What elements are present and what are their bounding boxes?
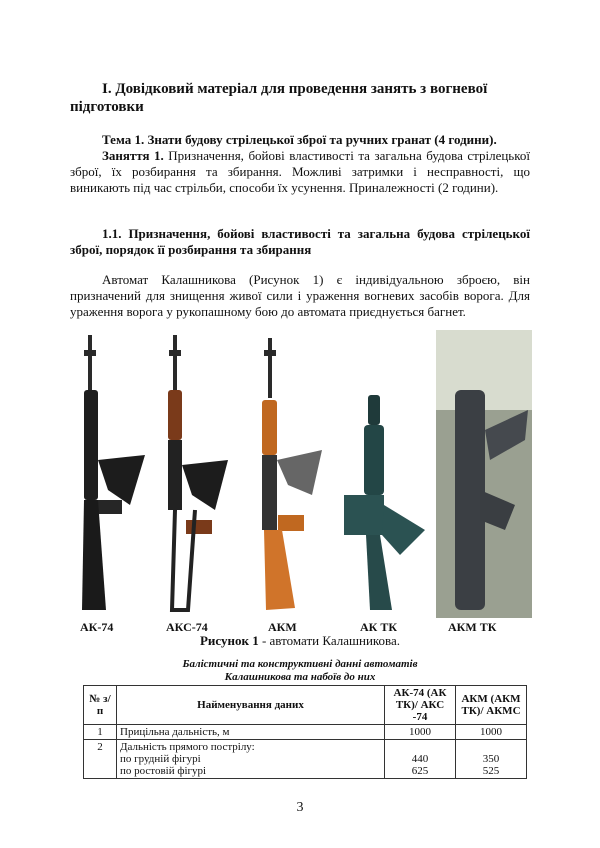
figure-caption-text: - автомати Калашникова. <box>258 633 401 648</box>
rifle-akm-tk-photo <box>436 330 532 618</box>
table-title <box>150 658 450 684</box>
lesson-text: Призначення, бойові властивості та загальна будова стрілецької зброї, їх розбирання та збирання. Можливі затримки і несправності, що виникають під час стрільби, способи їх усунення. Приналежності (2 години). <box>70 148 531 195</box>
label-akm: АКМ <box>268 620 297 634</box>
header-num: № з/п <box>84 686 117 725</box>
ballistics-table <box>83 685 527 779</box>
row2-name: Дальність прямого пострілу: <box>120 741 255 753</box>
row1-num: 1 <box>84 725 117 740</box>
row2-v2a: 350 <box>482 753 500 765</box>
row2-sub1: по грудній фігурі <box>120 753 201 765</box>
table-row <box>84 725 527 740</box>
label-akm-tk: АКМ ТК <box>448 620 497 634</box>
lesson-paragraph <box>70 148 530 196</box>
row1-v1: 1000 <box>385 725 456 740</box>
rifle-aks74-image <box>168 335 228 610</box>
rifles-figure <box>60 330 540 620</box>
row2-name-cell <box>117 740 385 779</box>
row2-v1a: 440 <box>411 753 429 765</box>
rifle-ak74-image <box>82 335 145 610</box>
row1-v2: 1000 <box>456 725 527 740</box>
row2-v2b: 525 <box>482 765 500 777</box>
header-col1: АК-74 (АК ТК)/ АКС -74 <box>385 686 456 725</box>
label-ak74: АК-74 <box>80 620 114 634</box>
row2-sub2: по ростовій фігурі <box>120 765 207 777</box>
header-col2: АКМ (АКМ ТК)/ АКМС <box>456 686 527 725</box>
table-row <box>84 740 527 779</box>
row2-v2-cell <box>456 740 527 779</box>
rifle-akm-image <box>262 338 322 610</box>
row2-v1-cell <box>385 740 456 779</box>
figure-caption-label: Рисунок 1 <box>199 633 259 648</box>
table-title-line1: Балістичні та конструктивні данні автоматів <box>182 658 418 670</box>
rifle-ak-tk-image <box>344 395 425 610</box>
label-aks74: АКС-74 <box>166 620 208 634</box>
intro-paragraph: Автомат Калашникова (Рисунок 1) є індивідуальною зброєю, він призначений для знищення живої сили і ураження вогневих засобів ворога. Для ураження ворога у рукопашному бою до автомата приєднується багнет. <box>70 272 530 319</box>
lesson-label: Заняття 1. <box>102 148 164 163</box>
table-header-row <box>84 686 527 725</box>
row1-name: Прицільна дальність, м <box>117 725 385 740</box>
topic-title: Тема 1. Знати будову стрілецької зброї та ручних гранат (4 години). <box>102 132 497 147</box>
table-title-line2: Калашникова та набоїв до них <box>224 671 376 683</box>
row2-v1b: 625 <box>411 765 429 777</box>
figure-caption <box>0 633 600 649</box>
row2-num: 2 <box>84 740 117 779</box>
page-heading: І. Довідковий матеріал для проведення занять з вогневої підготовки <box>70 81 488 115</box>
page-number: 3 <box>296 800 304 815</box>
header-name: Найменування даних <box>117 686 385 725</box>
section-title: 1.1. Призначення, бойові властивості та загальна будова стрілецької зброї, порядок її розбирання та збирання <box>70 226 530 257</box>
label-ak-tk: АК ТК <box>360 620 398 634</box>
